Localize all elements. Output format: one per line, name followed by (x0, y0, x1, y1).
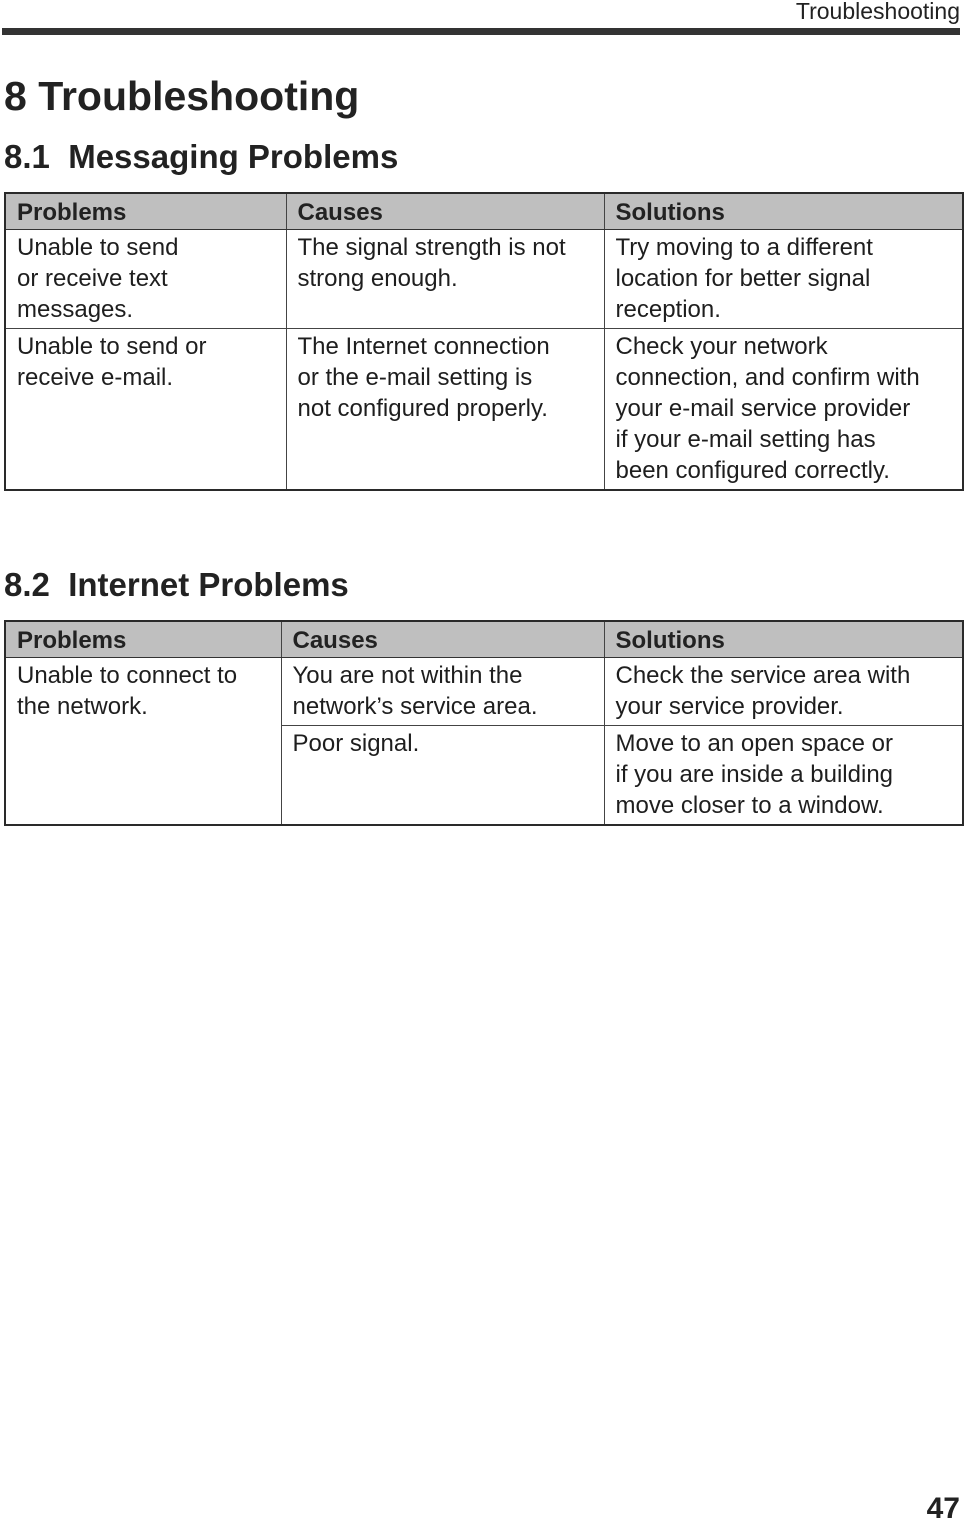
section-title-messaging: 8.1 Messaging Problems (4, 138, 399, 175)
solution-cell: Move to an open space or if you are inside a building move closer to a window. (604, 726, 963, 826)
header-rule (2, 28, 960, 35)
column-header-causes: Causes (281, 621, 604, 658)
messaging-problems-table (4, 192, 964, 491)
solution-cell: Try moving to a different location for better signal reception. (604, 230, 963, 329)
problem-cell: Unable to send or receive text messages. (5, 230, 286, 329)
cause-cell: The Internet connection or the e-mail setting is not configured properly. (286, 329, 604, 491)
column-header-solutions: Solutions (604, 621, 963, 658)
table-header-row (5, 193, 963, 230)
problem-cell: Unable to send or receive e-mail. (5, 329, 286, 491)
cause-cell: You are not within the network’s service area. (281, 658, 604, 726)
column-header-causes: Causes (286, 193, 604, 230)
running-header: Troubleshooting (795, 0, 960, 24)
solution-cell: Check the service area with your service provider. (604, 658, 963, 726)
cause-cell: Poor signal. (281, 726, 604, 826)
solution-cell: Check your network connection, and confirm with your e-mail service provider if your e-mail setting has been configured correctly. (604, 329, 963, 491)
problem-cell: Unable to connect to the network. (5, 658, 281, 826)
table-row (5, 658, 963, 726)
cause-cell: The signal strength is not strong enough. (286, 230, 604, 329)
column-header-problems: Problems (5, 621, 281, 658)
column-header-problems: Problems (5, 193, 286, 230)
chapter-title: 8 Troubleshooting (4, 73, 360, 119)
table-header-row (5, 621, 963, 658)
column-header-solutions: Solutions (604, 193, 963, 230)
page-number: 47 (926, 1492, 960, 1525)
table-row (5, 329, 963, 491)
internet-problems-table (4, 620, 964, 826)
table-row (5, 230, 963, 329)
section-title-internet: 8.2 Internet Problems (4, 566, 349, 603)
